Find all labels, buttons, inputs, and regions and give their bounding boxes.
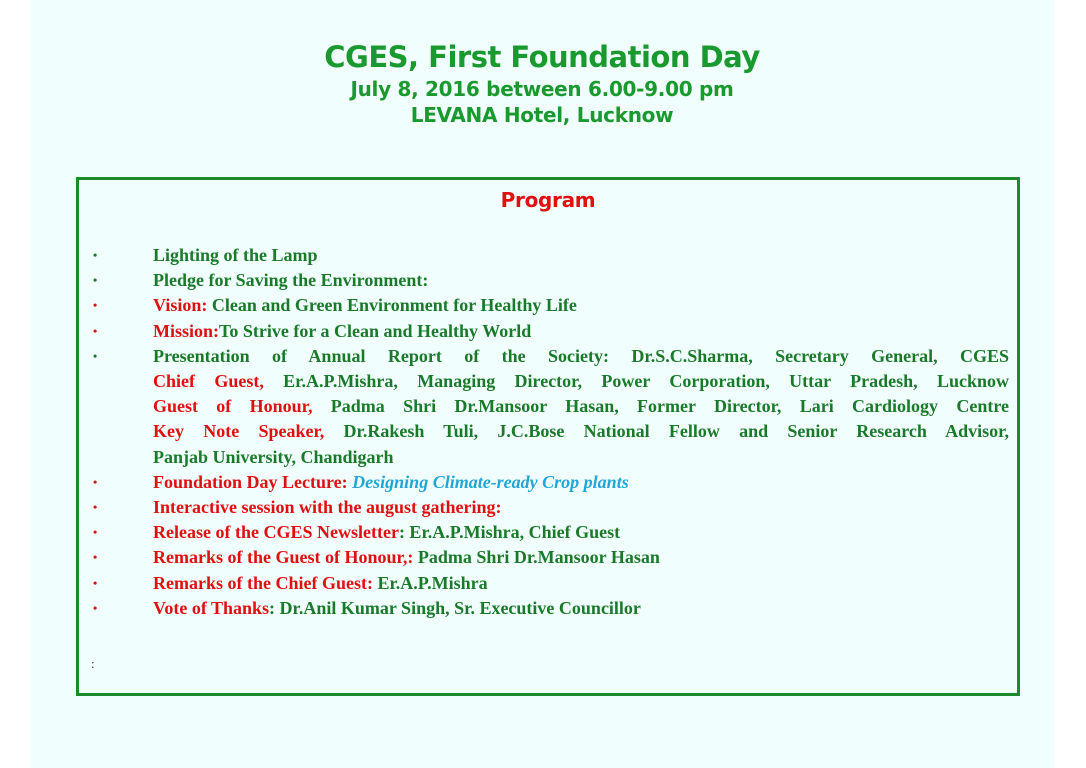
program-item <box>79 545 1017 570</box>
item-text: Lighting of the Lamp <box>153 245 318 265</box>
program-box <box>76 177 1020 696</box>
item-lead: Foundation Day Lecture: <box>153 471 348 492</box>
event-title: CGES, First Foundation Day <box>324 40 760 74</box>
item-lead: Guest of Honour, <box>153 396 313 417</box>
program-item <box>79 268 1017 293</box>
program-item <box>79 520 1017 545</box>
item-lead: Vision: <box>153 295 208 316</box>
item-text: Er.A.P.Mishra, Managing Director, Power Corporation, Uttar Pradesh, Lucknow <box>263 371 1010 392</box>
item-text: Clean and Green Environment for Healthy Life <box>207 295 577 316</box>
item-lead: Vote of Thanks <box>153 597 270 618</box>
event-date: July 8, 2016 between 6.00-9.00 pm <box>350 77 734 101</box>
bullet-icon: • <box>93 525 98 540</box>
program-item <box>79 319 1017 344</box>
bullet-icon: • <box>93 273 98 288</box>
bullet-icon: • <box>93 575 98 590</box>
item-text: : Dr.Anil Kumar Singh, Sr. Executive Councillor <box>269 597 641 618</box>
item-text: Pledge for Saving the Environment: <box>153 270 429 291</box>
program-item <box>79 243 1017 268</box>
item-lead: Mission: <box>153 320 220 341</box>
program-item <box>79 445 1017 470</box>
item-lead: Release of the CGES Newsletter <box>153 522 399 543</box>
item-text: To Strive for a Clean and Healthy World <box>219 320 532 341</box>
program-list <box>79 243 1017 621</box>
item-text: Dr.Rakesh Tuli, J.C.Bose National Fellow and Senior Research Advisor, <box>324 421 1009 442</box>
bullet-icon: • <box>93 600 98 615</box>
item-text: Panjab University, Chandigarh <box>153 446 394 467</box>
header <box>30 38 1054 128</box>
program-title: Program <box>500 188 596 212</box>
bullet-icon: • <box>93 248 98 262</box>
program-item <box>79 394 1017 419</box>
bullet-icon: • <box>93 348 98 363</box>
program-item <box>79 293 1017 318</box>
program-item <box>79 369 1017 394</box>
bullet-icon: • <box>93 474 98 489</box>
item-lead: Remarks of the Guest of Honour,: <box>153 547 414 568</box>
program-item <box>79 344 1017 369</box>
program-item <box>79 419 1017 444</box>
program-item <box>79 470 1017 495</box>
slide <box>30 0 1054 768</box>
bullet-icon: • <box>93 500 98 515</box>
item-text: Presentation of Annual Report of the Society: Dr.S.C.Sharma, Secretary General, CGES <box>153 345 1009 366</box>
item-lead: Key Note Speaker, <box>153 421 325 442</box>
bullet-icon: • <box>93 550 98 565</box>
event-venue: LEVANA Hotel, Lucknow <box>410 103 674 127</box>
footer-mark: : <box>91 656 95 671</box>
program-item <box>79 596 1017 621</box>
bullet-icon: • <box>93 298 98 313</box>
item-lead: Remarks of the Chief Guest: <box>153 572 373 593</box>
item-text: : Er.A.P.Mishra, Chief Guest <box>398 522 621 543</box>
bullet-icon: • <box>93 323 98 338</box>
program-item <box>79 571 1017 596</box>
item-text: Er.A.P.Mishra <box>372 572 488 593</box>
item-text: Padma Shri Dr.Mansoor Hasan <box>413 547 660 568</box>
item-lead: Interactive session with the august gathering: <box>153 497 502 518</box>
item-text: Padma Shri Dr.Mansoor Hasan, Former Director, Lari Cardiology Centre <box>312 396 1009 417</box>
program-item <box>79 495 1017 520</box>
lecture-title: Designing Climate-ready Crop plants <box>347 471 629 492</box>
item-lead: Chief Guest, <box>153 371 264 392</box>
